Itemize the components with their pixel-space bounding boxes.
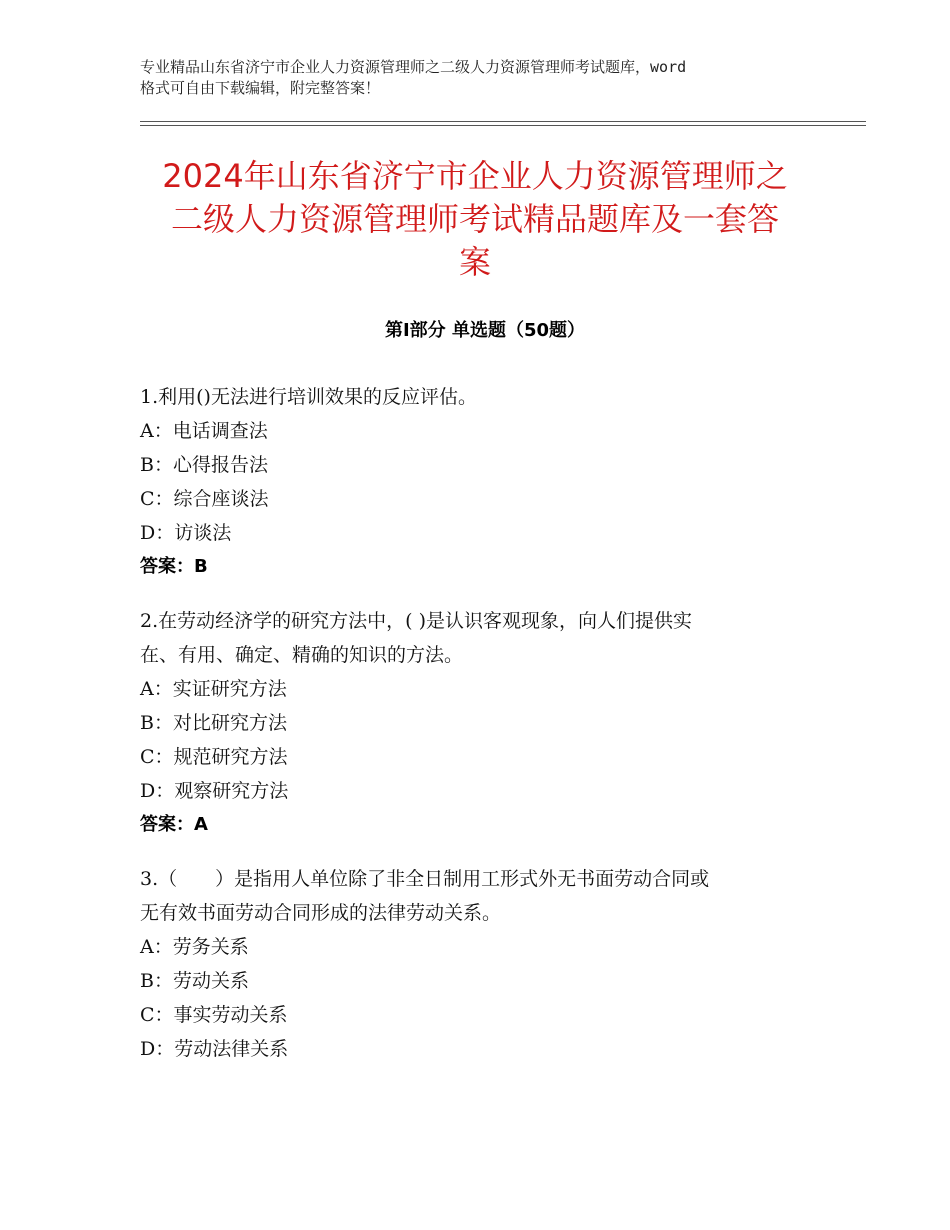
question-option-d: D：劳动法律关系 (140, 1038, 289, 1060)
document-title (120, 155, 830, 284)
question-answer: 答案：A (140, 814, 208, 835)
question-option-a: A：实证研究方法 (140, 678, 287, 700)
question-option-d: D：观察研究方法 (140, 780, 289, 802)
question-option-a: A：电话调查法 (140, 420, 268, 442)
question-option-b: B：劳动关系 (140, 970, 249, 992)
question-option-a: A：劳务关系 (140, 936, 249, 958)
question-answer: 答案：B (140, 556, 208, 577)
question-option-d: D：访谈法 (140, 522, 232, 544)
question-option-c: C：综合座谈法 (140, 488, 269, 510)
question-stem-continuation: 在、有用、确定、精确的知识的方法。 (140, 644, 464, 666)
question-item (140, 380, 840, 584)
question-option-c: C：规范研究方法 (140, 746, 288, 768)
question-stem: 3.（ ）是指用人单位除了非全日制用工形式外无书面劳动合同或 (140, 868, 710, 890)
question-item (140, 604, 840, 842)
question-option-b: B：对比研究方法 (140, 712, 287, 734)
question-option-c: C：事实劳动关系 (140, 1004, 288, 1026)
header-divider (140, 121, 866, 126)
document-title-line-2: 二级人力资源管理师考试精品题库及一套答 (170, 200, 779, 238)
document-title-line-3: 案 (458, 243, 491, 281)
question-item (140, 862, 840, 1066)
section-title: 第Ⅰ部分 单选题（50题） (384, 320, 585, 341)
header-note-line-2: 格式可自由下载编辑，附完整答案！ (140, 79, 381, 97)
header-note (140, 57, 830, 99)
question-list (140, 380, 840, 1086)
header-note-line-1: 专业精品山东省济宁市企业人力资源管理师之二级人力资源管理师考试题库，word (140, 58, 687, 76)
document-title-line-1: 2024年山东省济宁市企业人力资源管理师之 (162, 157, 788, 195)
question-stem-continuation: 无有效书面劳动合同形成的法律劳动关系。 (140, 902, 502, 924)
question-stem: 2.在劳动经济学的研究方法中，( )是认识客观现象，向人们提供实 (140, 610, 692, 632)
question-stem: 1.利用()无法进行培训效果的反应评估。 (140, 386, 477, 408)
question-option-b: B：心得报告法 (140, 454, 268, 476)
